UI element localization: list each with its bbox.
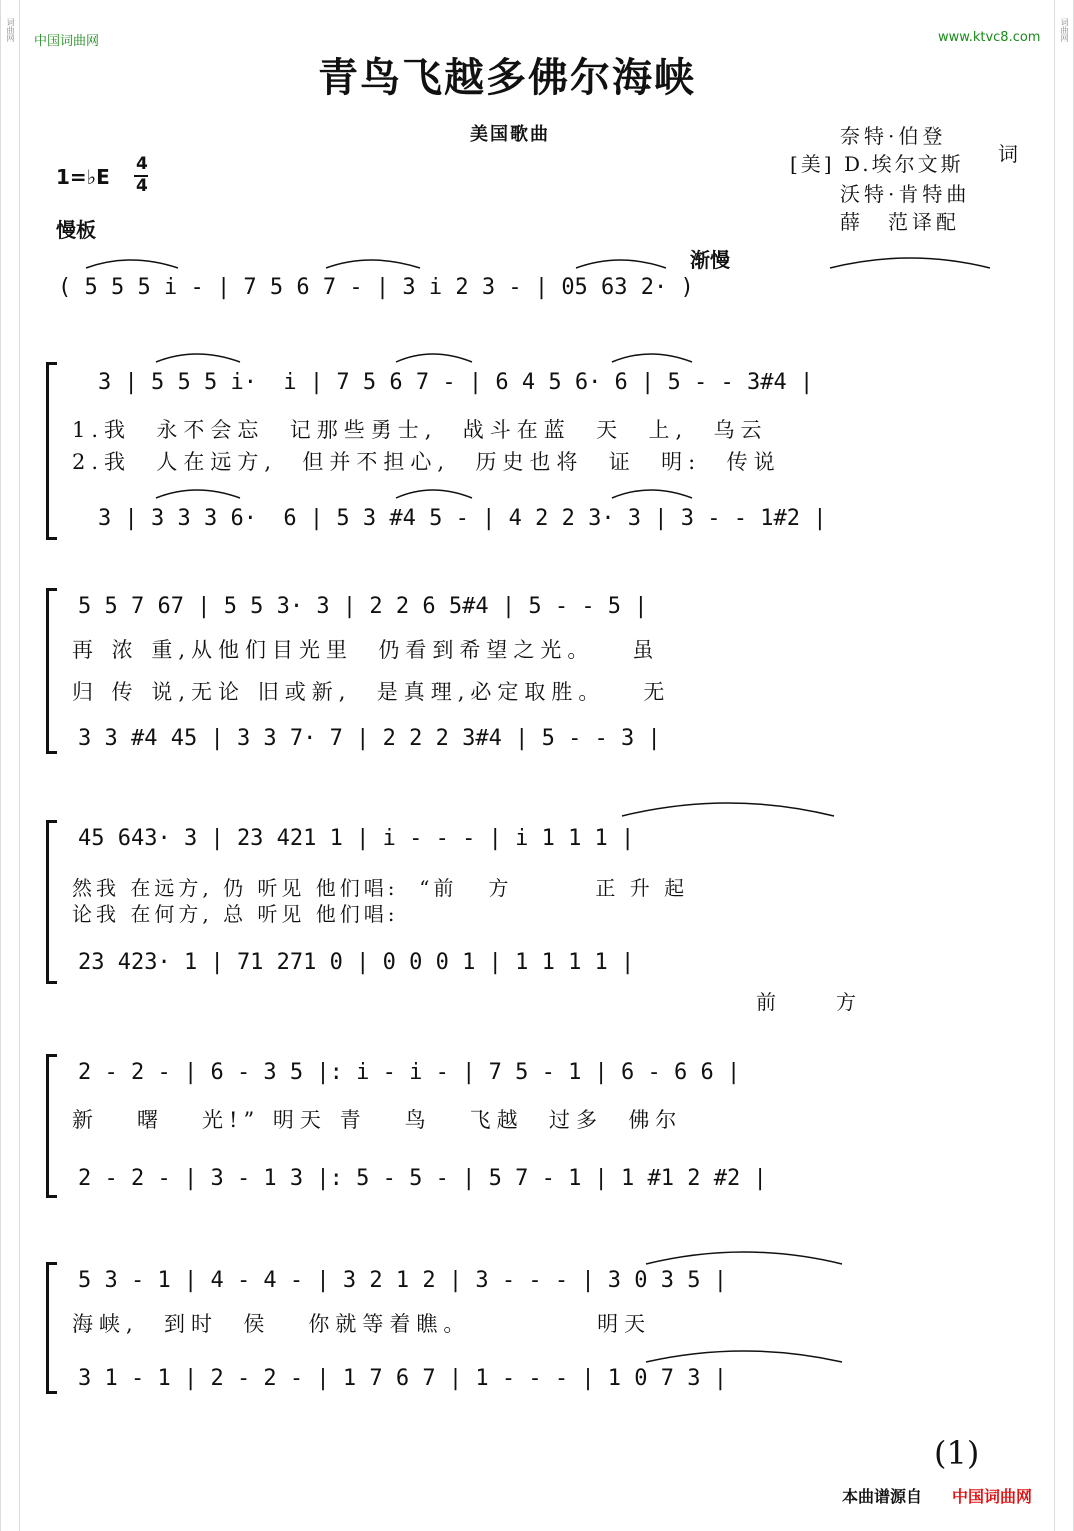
s4-top-notes: 2 - 2 - | 6 - 3 5 |: i - i - | 7 5 - 1 | 6 - 6 6 | [78, 1060, 741, 1085]
credit-4: 薛 范译配 [840, 210, 960, 234]
side-text: 词曲网 [6, 18, 15, 42]
page-number: (1) [934, 1434, 980, 1472]
s2-top-notes: 5 5 7 67 | 5 5 3· 3 | 2 2 6 5#4 | 5 - - 5 | [78, 594, 648, 619]
credit-2: [美] D.埃尔文斯 [790, 152, 964, 176]
side-text: 词曲网 [1060, 18, 1069, 42]
credit-1: 奈特·伯登 [840, 124, 947, 148]
system-4-brace [46, 1054, 57, 1198]
system-2-brace [46, 588, 57, 754]
s2-lyric-1: 再 浓 重,从他们目光里 仍看到希望之光。 虽 [72, 638, 660, 662]
credit-ci: 词 [998, 142, 1018, 166]
s3-bottom-lyric: 前 方 [756, 990, 876, 1014]
site-name-left[interactable]: 中国词曲网 [34, 34, 100, 49]
s3-top-notes: 45 643· 3 | 23 421 1 | i - - - | i 1 1 1 | [78, 826, 635, 851]
s1-lyric-1: 1.我 永不会忘 记那些勇士, 战斗在蓝 天 上, 乌云 [72, 418, 768, 442]
s4-bottom-notes: 2 - 2 - | 3 - 1 3 |: 5 - 5 - | 5 7 - 1 | 1 #1 2 #2 | [78, 1166, 767, 1191]
credit-3: 沃特·肯特曲 [840, 182, 971, 206]
s2-bottom-notes: 3 3 #4 45 | 3 3 7· 7 | 2 2 2 3#4 | 5 - - 3 | [78, 726, 661, 751]
intro-notes: ( 5 5 5 i - | 7 5 6 7 - | 3 i 2 3 - | 05 63 2· ) [58, 275, 694, 300]
system-3-brace [46, 820, 57, 984]
system-1-brace [46, 362, 57, 540]
s3-lyric-2: 论我 在何方, 总 听见 他们唱: [72, 902, 399, 926]
source-label: 本曲谱源自 [842, 1487, 923, 1506]
s1-lyric-2: 2.我 人在远方, 但并不担心, 历史也将 证 明: 传说 [72, 450, 781, 474]
s2-lyric-2: 归 传 说,无论 旧或新, 是真理,必定取胜。 无 [72, 680, 671, 704]
system-5-brace [46, 1262, 57, 1394]
time-top: 4 [136, 154, 148, 174]
site-url-right[interactable]: www.ktvc8.com [938, 30, 1041, 45]
s1-top-notes: 3 | 5 5 5 i· i | 7 5 6 7 - | 6 4 5 6· 6 | 5 - - 3#4 | [98, 370, 814, 395]
s5-lyric-1: 海峡, 到时 侯 你就等着瞧。 明天 [72, 1312, 652, 1336]
song-title: 青鸟飞越多佛尔海峡 [318, 54, 696, 101]
key-signature: 1=♭E [56, 165, 110, 189]
s3-lyric-1: 然我 在远方, 仍 听见 他们唱: “前 方 正 升 起 [72, 876, 689, 900]
right-watermark-strip [1054, 0, 1074, 1531]
s5-top-notes: 5 3 - 1 | 4 - 4 - | 3 2 1 2 | 3 - - - | 3 0 3 5 | [78, 1268, 728, 1293]
source-site[interactable]: 中国词曲网 [952, 1487, 1033, 1506]
rit-marking: 渐慢 [690, 248, 730, 272]
left-watermark-strip [0, 0, 20, 1531]
tempo-marking: 慢板 [56, 218, 96, 242]
time-bottom: 4 [136, 176, 148, 196]
s1-bottom-notes: 3 | 3 3 3 6· 6 | 5 3 #4 5 - | 4 2 2 3· 3 | 3 - - 1#2 | [98, 506, 827, 531]
s4-lyric-1: 新 曙 光!” 明天 青 鸟 飞越 过多 佛尔 [72, 1108, 683, 1132]
song-origin: 美国歌曲 [470, 124, 550, 145]
s5-bottom-notes: 3 1 - 1 | 2 - 2 - | 1 7 6 7 | 1 - - - | 1 0 7 3 | [78, 1366, 728, 1391]
s3-bottom-notes: 23 423· 1 | 71 271 0 | 0 0 0 1 | 1 1 1 1 | [78, 950, 635, 975]
